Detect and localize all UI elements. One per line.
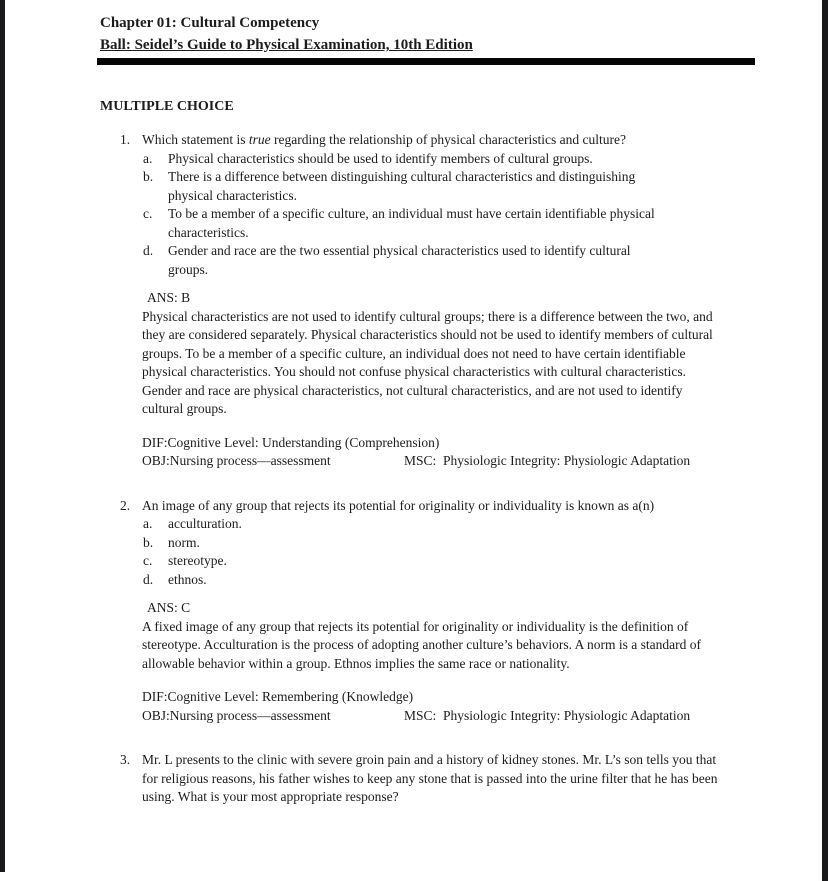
option-a — [143, 515, 728, 534]
question-stem — [142, 131, 720, 150]
option-text: There is a difference between distinguishing cultural characteristics and distinguishing physical characteristics. — [168, 169, 636, 203]
option-letter: a. — [143, 150, 153, 166]
header-rule — [97, 58, 755, 65]
option-letter: a. — [143, 516, 153, 531]
question-2-options — [143, 515, 728, 589]
obj-label: OBJ:Nursing process—assessment — [142, 707, 331, 723]
question-2-answer — [120, 599, 728, 673]
stem-text: Which statement is — [142, 132, 249, 147]
question-stem — [142, 751, 720, 807]
book-title: Ball: Seidel’s Guide to Physical Examination, 10th Edition — [100, 37, 473, 53]
question-1 — [120, 131, 728, 471]
obj-label: OBJ:Nursing process—assessment — [142, 453, 331, 468]
stem-text: An image of any group that rejects its potential for originality or individuality is known as a(n) — [142, 497, 655, 513]
answer-label: ANS: B — [147, 290, 191, 305]
msc-label: MSC: Physiologic Integrity: Physiologic Adaptation — [404, 707, 691, 723]
stem-text: Mr. L presents to the clinic with severe groin pain and a history of kidney stones. Mr. L’s son tells you that for religious reasons, his father wishes to keep any stone that is passed into the urine filter that he has been using. What is your most appropriate response? — [142, 752, 718, 804]
answer-label: ANS: C — [147, 600, 191, 615]
question-3 — [120, 751, 728, 807]
question-1-answer — [120, 289, 728, 419]
option-letter: b. — [143, 534, 154, 550]
question-1-metadata — [142, 434, 728, 471]
obj-msc-line — [142, 452, 728, 471]
question-number: 1. — [120, 132, 131, 147]
dif-line: DIF:Cognitive Level: Remembering (Knowledge) — [142, 689, 414, 704]
option-letter: b. — [143, 169, 154, 184]
option-text: To be a member of a specific culture, an individual must have certain identifiable physical characteristics. — [168, 206, 655, 240]
option-text: norm. — [168, 534, 200, 550]
stem-text-after: regarding the relationship of physical characteristics and culture? — [270, 132, 626, 147]
question-2-metadata — [142, 688, 728, 725]
answer-rationale: Physical characteristics are not used to identify cultural groups; there is a difference between the two, and they are considered separately. Physical characteristics should not be used to identify members of cultural groups. To be a member of a specific culture, an individual does not need to have certain identifiable physical characteristics. You should not confuse physical characteristics with cultural characteristics. Gender and race are physical characteristics, not cultural characteristics, and are not used to identify cultural groups. — [142, 308, 713, 416]
option-text: stereotype. — [168, 553, 227, 568]
msc-label: MSC: Physiologic Integrity: Physiologic Adaptation — [404, 453, 691, 468]
question-1-stem-row — [120, 131, 728, 150]
option-b — [143, 168, 728, 205]
option-letter: c. — [143, 553, 153, 568]
question-2-stem-row — [120, 497, 728, 516]
option-c — [143, 552, 728, 571]
dif-line: DIF:Cognitive Level: Understanding (Comprehension) — [142, 434, 440, 450]
document-header — [100, 12, 728, 56]
option-text: acculturation. — [168, 516, 242, 531]
chapter-title: Chapter 01: Cultural Competency — [100, 15, 320, 31]
option-a — [143, 150, 728, 169]
obj-msc-line — [142, 707, 728, 726]
question-stem — [142, 497, 720, 516]
option-letter: d. — [143, 571, 154, 587]
question-2 — [120, 497, 728, 726]
stem-italic-text: true — [248, 132, 271, 147]
option-letter: c. — [143, 206, 153, 221]
option-text: Gender and race are the two essential physical characteristics used to identify cultural groups. — [168, 243, 631, 277]
section-title: MULTIPLE CHOICE — [100, 99, 234, 114]
option-text: ethnos. — [168, 571, 207, 587]
answer-rationale: A fixed image of any group that rejects its potential for originality or individuality is the definition of stereotype. Acculturation is the process of adopting another culture’s behaviors. A norm is a standard of allowable behavior within a group. Ethnos implies the same race or nationality. — [142, 618, 701, 671]
question-number: 3. — [120, 752, 131, 767]
option-d — [143, 242, 728, 279]
question-number: 2. — [120, 497, 131, 513]
question-list — [120, 131, 728, 807]
question-3-stem-row — [120, 751, 728, 807]
option-text: Physical characteristics should be used to identify members of cultural groups. — [168, 150, 593, 166]
option-b — [143, 534, 728, 553]
question-1-options — [143, 150, 728, 280]
option-d — [143, 571, 728, 590]
option-c — [143, 205, 728, 242]
option-letter: d. — [143, 243, 154, 258]
